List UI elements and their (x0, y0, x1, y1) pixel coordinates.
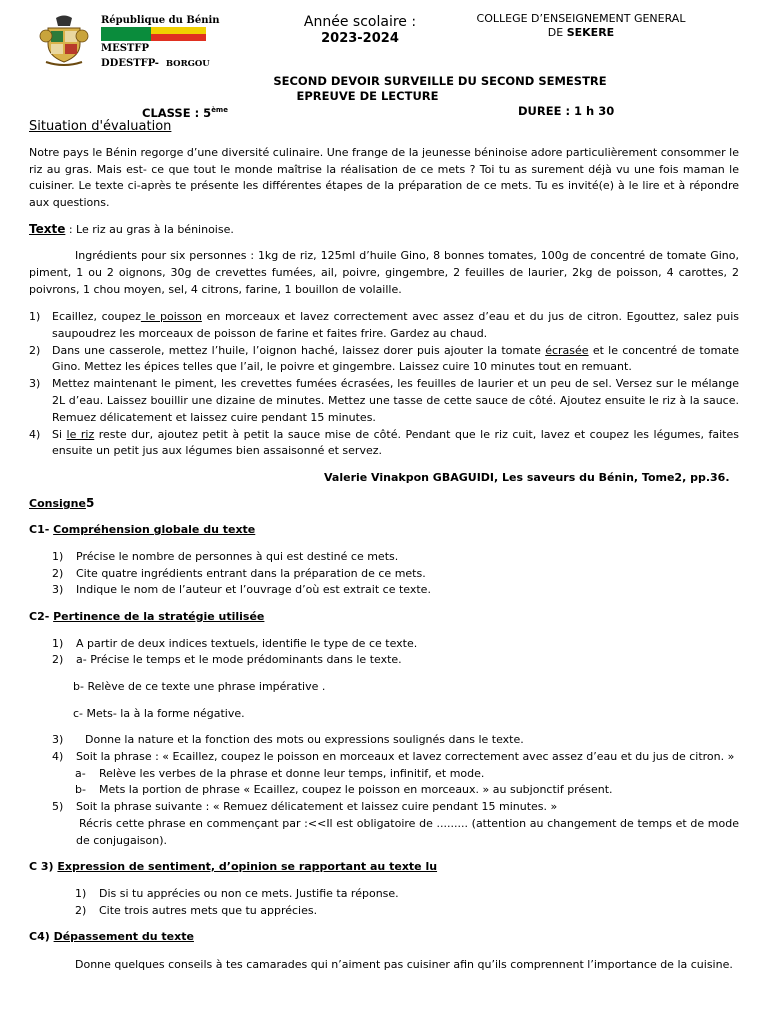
c2-q4: 4) Soit la phrase : « Ecaillez, coupez le poisson en morceaux et lavez correctement avec assez d’eau et du jus de citron. » (52, 750, 735, 763)
exam-title-line1: SECOND DEVOIR SURVEILLE DU SECOND SEMESTRE (273, 74, 607, 88)
exam-title-line2: EPREUVE DE LECTURE (296, 89, 439, 103)
c3-heading: C 3) Expression de sentiment, d’opinion se rapportant au texte lu (29, 860, 438, 873)
c2-q5-rewrite: Récris cette phrase en commençant par :<<Il est obligatoire de ......... (attention au changement de temps et de mode de conjugaison). (76, 817, 739, 847)
year-block (290, 14, 430, 47)
step-item: 4) Si le riz reste dur, ajoutez petit à petit la sauce mise de côté. Pendant que le riz cuit, lavez et coupez les légumes, faites ensuite un petit jus aux légumes bien assaisonné et servez. (29, 427, 739, 458)
republic-name: République du Bénin (101, 15, 220, 26)
source-citation: Valerie Vinakpon GBAGUIDI, Les saveurs du Bénin, Tome2, pp.36. (324, 471, 730, 484)
list-item: 2) Cite trois autres mets que tu apprécies. (75, 904, 318, 917)
c2-q4b: b- Mets la portion de phrase « Ecaillez, coupez le poisson en morceaux. » au subjonctif présent. (75, 783, 613, 796)
ingredients: Ingrédients pour six personnes : 1kg de riz, 125ml d’huile Gino, 8 bonnes tomates, 100g de concentré de tomate Gino, piment, 1 ou 2 oignons, 30g de crevettes fumées, ail, poivre, gingembre, 2 feuilles de laurier, 2kg de poisson, 4 carottes, 2 poivrons, 1 chou moyen, sel, 4 citrons, farine, 1 bouillon de volaille. (29, 249, 739, 296)
situation-heading: Situation d'évaluation (29, 119, 172, 134)
c2-q2a: 2) a- Précise le temps et le mode prédominants dans le texte. (52, 653, 402, 666)
flag-yellow (151, 27, 206, 34)
exam-title (140, 74, 740, 104)
list-item: 3) Indique le nom de l’auteur et l’ouvrage d’où est extrait ce texte. (52, 583, 431, 596)
steps-list (29, 309, 739, 460)
c2-q1: 1) A partir de deux indices textuels, identifie le type de ce texte. (52, 637, 418, 650)
c2-q4a: a- Relève les verbes de la phrase et donne leur temps, infinitif, et mode. (75, 767, 485, 780)
ministry: MESTFP (101, 43, 149, 54)
year-label: Année scolaire : (303, 14, 417, 30)
c4-heading: C4) Dépassement du texte (29, 930, 194, 943)
college-line1: COLLEGE D’ENSEIGNEMENT GENERAL (476, 12, 686, 25)
c3-list (75, 885, 399, 919)
list-item: 2) Cite quatre ingrédients entrant dans la préparation de ce mets. (52, 566, 426, 580)
situation-text: Notre pays le Bénin regorge d’une diversité culinaire. Une frange de la jeunesse béninoise adore particulièrement consommer le riz au gras. Mais est- ce que tout le monde maîtrise la réalisation de ce mets ? Toi tu as surement déjà vu une fois maman le cuisiner. Le texte ci-après te présente les différentes étapes de la préparation de ce mets. Tu es invité(e) à le lire et à répondre aux questions. (29, 146, 739, 209)
c1-heading: C1- Compréhension globale du texte (29, 523, 256, 536)
c1-list (52, 549, 431, 599)
college-line2: DE SEKERE (547, 26, 615, 39)
flag-green (101, 27, 151, 41)
flag (101, 27, 206, 41)
step-item: 2) Dans une casserole, mettez l’huile, l’oignon haché, laissez dorer puis ajouter la tomate écrasée et le concentré de tomate Gino. Mettez les épices telles que l’ail, le poivre et gingembre. Laissez cuire 10 minutes tout en remuant. (29, 343, 739, 374)
c2-q3: 3) Donne la nature et la fonction des mots ou expressions soulignés dans le texte. (52, 733, 524, 746)
flag-red (151, 34, 206, 41)
classe: CLASSE : 5ème (142, 105, 228, 120)
c2-q2c: c- Mets- la à la forme négative. (73, 707, 245, 720)
c4-text: Donne quelques conseils à tes camarades qui n’aiment pas cuisiner afin qu’ils comprennent l’importance de la cuisine. (75, 958, 733, 971)
list-item: 1) Précise le nombre de personnes à qui est destiné ce mets. (52, 550, 399, 563)
c2-q2b: b- Relève de ce texte une phrase impérative . (73, 680, 326, 693)
college-block (445, 12, 717, 40)
year-value: 2023-2024 (321, 31, 399, 46)
coat-of-arms (38, 14, 90, 66)
duree: DUREE : 1 h 30 (518, 104, 615, 118)
consigne-heading: Consigne5 (29, 496, 95, 510)
list-item: 1) Dis si tu apprécies ou non ce mets. Justifie ta réponse. (75, 887, 399, 900)
c2-heading: C2- Pertinence de la stratégie utilisée (29, 610, 265, 623)
step-item: 3) Mettez maintenant le piment, les crevettes fumées écrasées, les feuilles de laurier et un peu de sel. Versez sur le mélange 2L d’eau. Laissez bouillir une dizaine de minutes. Mettez une tasse de cette sauce de côté. Ajoutez ensuite le riz à la sauce. Remuez délicatement et laissez cuire pendant 15 minutes. (29, 377, 739, 424)
texte-title: Texte : Le riz au gras à la béninoise. (29, 222, 234, 236)
c2-q5: 5) Soit la phrase suivante : « Remuez délicatement et laissez cuire pendant 15 minutes. » (52, 800, 558, 813)
step-item: 1) Ecaillez, coupez le poisson en morceaux et lavez correctement avec assez d’eau et du jus de citron. Egouttez, salez puis saupoudrez les morceaux de poisson de farine et faites frire. Gardez au chaud. (29, 310, 740, 340)
coat-of-arms-icon (38, 14, 90, 66)
directorate: DDESTFP- BORGOU (101, 58, 210, 69)
